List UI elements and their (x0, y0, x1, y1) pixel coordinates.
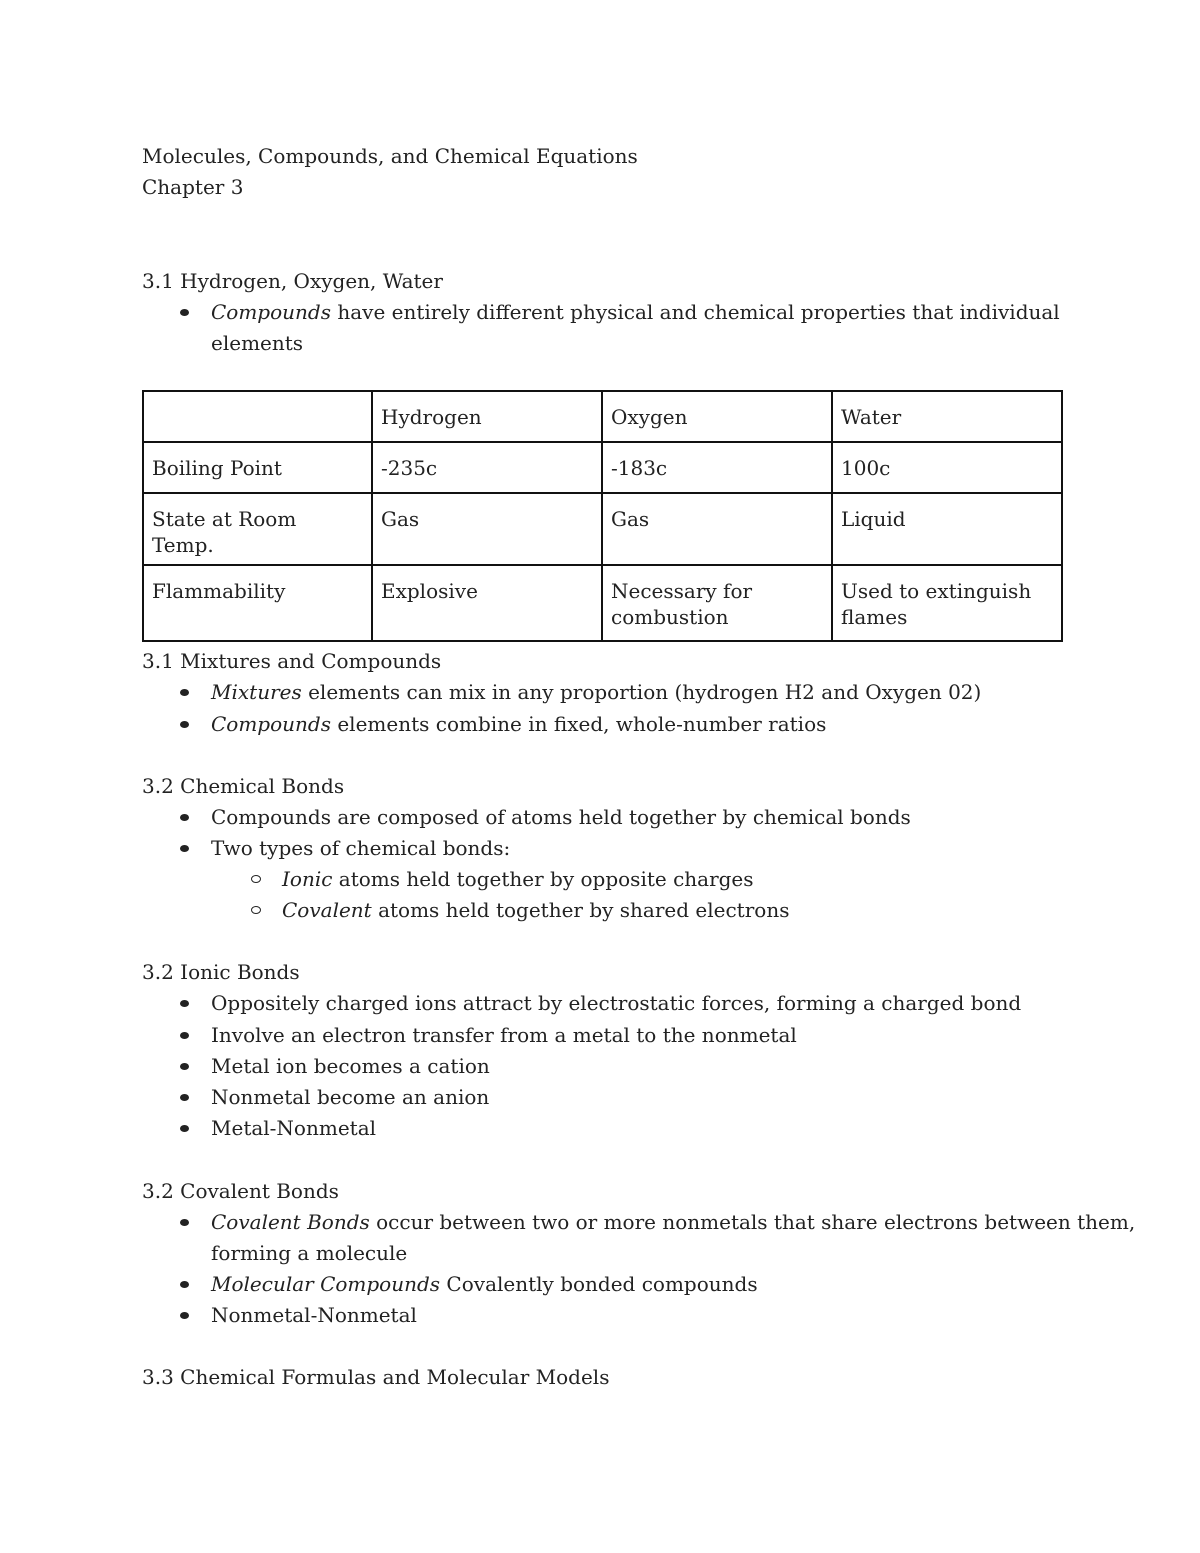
table-cell: 100c (832, 442, 1062, 493)
bullet-text: have entirely different physical and chemical properties that individual (330, 300, 1060, 324)
table-cell: Gas (602, 493, 832, 565)
list-item: Metal-Nonmetal (211, 1116, 377, 1140)
term-compounds: Compounds (211, 300, 331, 324)
table-row (143, 442, 1062, 493)
table-row (143, 493, 1062, 565)
doc-chapter: Chapter 3 (142, 175, 244, 199)
table-header-cell: Oxygen (602, 391, 832, 442)
bullet-nonmetal-nonmetal: Nonmetal-Nonmetal (211, 1303, 417, 1327)
list-item: Metal ion becomes a cation (211, 1054, 490, 1078)
bullet-compounds-ratios (211, 711, 826, 737)
sub-bullet-ionic (282, 866, 754, 892)
term-compounds: Compounds (211, 712, 331, 736)
table-row (143, 565, 1062, 641)
table-header-cell (143, 391, 372, 442)
properties-table (142, 390, 1063, 642)
sub-bullet-covalent (282, 897, 789, 923)
list-item: Involve an electron transfer from a metal to the nonmetal (211, 1023, 797, 1047)
term-covalent: Covalent (282, 898, 372, 922)
table-cell: Explosive (372, 565, 602, 641)
bullet-text: elements can mix in any proportion (hydrogen H2 and Oxygen 02) (301, 680, 982, 704)
bullet-continuation: forming a molecule (211, 1241, 408, 1265)
table-cell: Gas (372, 493, 602, 565)
bullet-compounds-properties (211, 299, 1060, 325)
table-cell: Flammability (143, 565, 372, 641)
table-cell: State at Room Temp. (143, 493, 372, 565)
table-cell: Boiling Point (143, 442, 372, 493)
section-heading-hydrogen-oxygen-water: 3.1 Hydrogen, Oxygen, Water (142, 269, 443, 293)
term-covalent-bonds: Covalent Bonds (211, 1210, 370, 1234)
table-cell: Necessary for combustion (602, 565, 832, 641)
list-item: Oppositely charged ions attract by electrostatic forces, forming a charged bond (211, 991, 1022, 1015)
bullet-compounds-composed: Compounds are composed of atoms held together by chemical bonds (211, 805, 911, 829)
table-cell: -235c (372, 442, 602, 493)
bullet-continuation: elements (211, 331, 304, 355)
table-cell: -183c (602, 442, 832, 493)
term-ionic: Ionic (282, 867, 333, 891)
term-mixtures: Mixtures (211, 680, 302, 704)
bullet-text: elements combine in fixed, whole-number ratios (330, 712, 827, 736)
doc-title: Molecules, Compounds, and Chemical Equations (142, 144, 638, 168)
bullet-molecular-compounds (211, 1271, 758, 1297)
table-cell: Used to extinguish flames (832, 565, 1062, 641)
table-header-cell: Hydrogen (372, 391, 602, 442)
list-item: Nonmetal become an anion (211, 1085, 490, 1109)
bullet-covalent-bonds (211, 1209, 1135, 1235)
table-cell: Liquid (832, 493, 1062, 565)
term-molecular-compounds: Molecular Compounds (211, 1272, 441, 1296)
section-heading-mixtures-compounds: 3.1 Mixtures and Compounds (142, 649, 442, 673)
table-header-cell: Water (832, 391, 1062, 442)
sub-bullet-text: atoms held together by opposite charges (332, 867, 754, 891)
bullet-two-types: Two types of chemical bonds: (211, 836, 511, 860)
bullet-mixtures (211, 679, 981, 705)
section-heading-ionic-bonds: 3.2 Ionic Bonds (142, 960, 300, 984)
bullet-text: Covalently bonded compounds (440, 1272, 758, 1296)
bullet-text: occur between two or more nonmetals that share electrons between them, (369, 1210, 1136, 1234)
sub-bullet-text: atoms held together by shared electrons (371, 898, 790, 922)
section-heading-chemical-formulas: 3.3 Chemical Formulas and Molecular Models (142, 1365, 610, 1389)
table-header-row (143, 391, 1062, 442)
section-heading-chemical-bonds: 3.2 Chemical Bonds (142, 774, 345, 798)
section-heading-covalent-bonds: 3.2 Covalent Bonds (142, 1179, 339, 1203)
